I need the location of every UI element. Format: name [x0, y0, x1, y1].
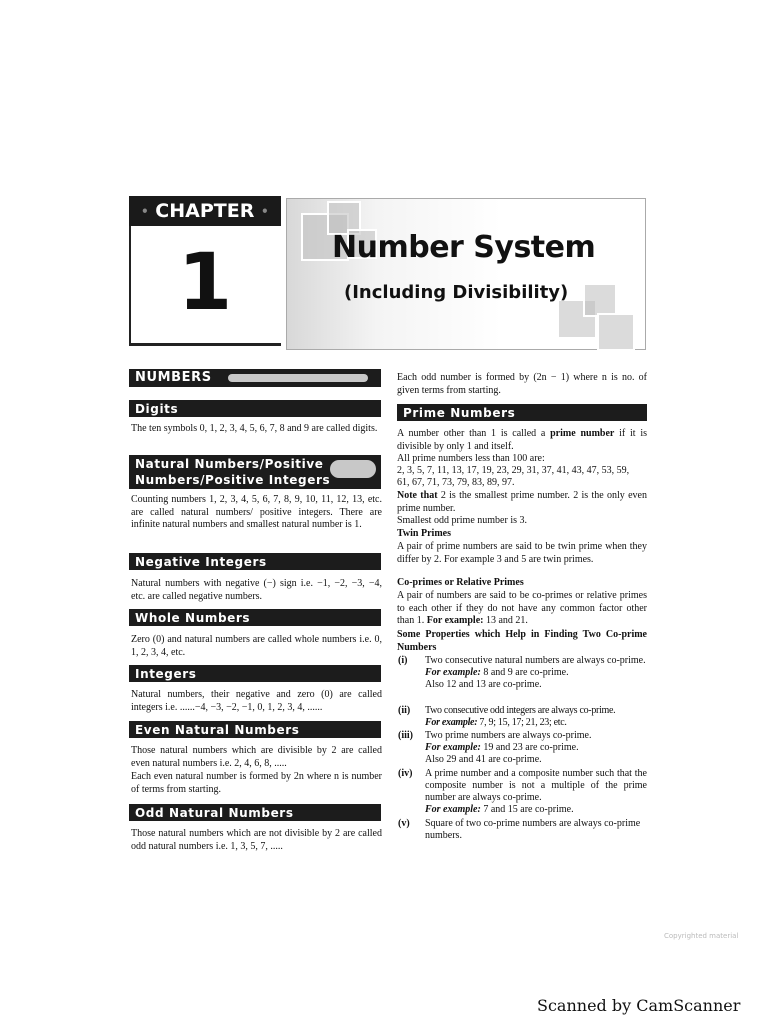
even-numbers-heading: Even Natural Numbers	[129, 721, 381, 738]
twin-primes-heading: Twin Primes	[397, 528, 451, 539]
property-item: Two consecutive natural numbers are always co-prime. For example: 8 and 9 are co-prime. Also 12 and 13 are co-prime.	[425, 655, 646, 690]
digits-heading: Digits	[129, 400, 381, 417]
heading-decoration	[330, 460, 376, 478]
whole-numbers-text: Zero (0) and natural numbers are called whole numbers i.e. 0, 1, 2, 3, 4, etc.	[131, 634, 382, 658]
negative-integers-text: Natural numbers with negative (−) sign i.e. −1, −2, −3, −4, etc. are called negative numbers.	[131, 578, 382, 602]
decorative-square	[583, 283, 617, 317]
heading-decoration	[228, 374, 368, 382]
property-number: (iii)	[398, 730, 413, 741]
primes-list-line-2: 61, 67, 71, 73, 79, 83, 89, 97.	[397, 477, 515, 488]
decorative-square	[597, 313, 635, 351]
property-item: Two consecutive odd integers are always co-prime. For example: 7, 9; 15, 17; 21, 23; etc.	[425, 705, 616, 728]
property-number: (v)	[398, 818, 410, 829]
smallest-odd-prime: Smallest odd prime number is 3.	[397, 515, 527, 526]
property-item: A prime number and a composite number such that the composite number is not a multiple of the prime number are always co-prime. For example: 7 and 15 are co-prime.	[425, 768, 647, 815]
chapter-title: Number System	[332, 230, 596, 265]
chapter-subtitle: (Including Divisibility)	[344, 282, 569, 303]
even-numbers-text: Those natural numbers which are divisible by 2 are called even natural numbers i.e. 2, 4, 6, 8, .....	[131, 745, 382, 769]
property-number: (iv)	[398, 768, 413, 779]
integers-text: Natural numbers, their negative and zero (0) are called integers i.e. ......−4, −3, −2, −1, 0, 1, 2, 3, 4, ......	[131, 689, 382, 713]
prime-numbers-heading: Prime Numbers	[397, 404, 647, 421]
primes-list-line-1: 2, 3, 5, 7, 11, 13, 17, 19, 23, 29, 31, 37, 41, 43, 47, 53, 59,	[397, 465, 630, 476]
odd-numbers-text: Those natural numbers which are not divisible by 2 are called odd natural numbers i.e. 1, 3, 5, 7, .....	[131, 828, 382, 852]
odd-number-formula: Each odd number is formed by (2n − 1) where n is no. of given terms from starting.	[397, 372, 647, 396]
numbers-heading: NUMBERS	[129, 369, 381, 387]
integers-heading: Integers	[129, 665, 381, 682]
natural-numbers-text: Counting numbers 1, 2, 3, 4, 5, 6, 7, 8, 9, 10, 11, 12, 13, etc. are called natural numbers/ positive integers. There are infinite natural numbers and smallest natural number is 1.	[131, 494, 382, 530]
coprimes-heading: Co-primes or Relative Primes	[397, 577, 524, 588]
scanner-caption: Scanned by CamScanner	[537, 996, 741, 1015]
copyright-watermark: Copyrighted material	[664, 932, 739, 940]
primes-less-than-100-label: All prime numbers less than 100 are:	[397, 453, 545, 464]
prime-note: Note that 2 is the smallest prime number. 2 is the only even prime number.	[397, 490, 647, 514]
chapter-title-panel	[286, 198, 646, 350]
property-number: (i)	[398, 655, 408, 666]
digits-text: The ten symbols 0, 1, 2, 3, 4, 5, 6, 7, 8 and 9 are called digits.	[131, 423, 378, 434]
property-item: Square of two co-prime numbers are always co-prime numbers.	[425, 818, 641, 841]
whole-numbers-heading: Whole Numbers	[129, 609, 381, 626]
property-item: Two prime numbers are always co-prime. For example: 19 and 23 are co-prime. Also 29 and 41 are co-prime.	[425, 730, 592, 765]
coprime-properties-heading: Some Properties which Help in Finding Two Co-prime Numbers	[397, 629, 647, 653]
negative-integers-heading: Negative Integers	[129, 553, 381, 570]
chapter-label: • CHAPTER •	[129, 196, 281, 226]
coprimes-text: A pair of numbers are said to be co-primes or relative primes to each other if they do not have any common factor other than 1. For example: 13 and 21.	[397, 590, 647, 626]
natural-numbers-heading: Natural Numbers/Positive Numbers/Positive Integers	[129, 455, 381, 489]
property-number: (ii)	[398, 705, 411, 716]
prime-definition: A number other than 1 is called a prime number if it is divisible by only 1 and itself.	[397, 428, 647, 452]
twin-primes-text: A pair of prime numbers are said to be twin prime when they differ by 2. For example 3 and 5 are twin primes.	[397, 541, 647, 565]
chapter-number: 1	[177, 238, 233, 328]
even-numbers-formula: Each even natural number is formed by 2n where n is number of terms from starting.	[131, 771, 382, 795]
odd-numbers-heading: Odd Natural Numbers	[129, 804, 381, 821]
